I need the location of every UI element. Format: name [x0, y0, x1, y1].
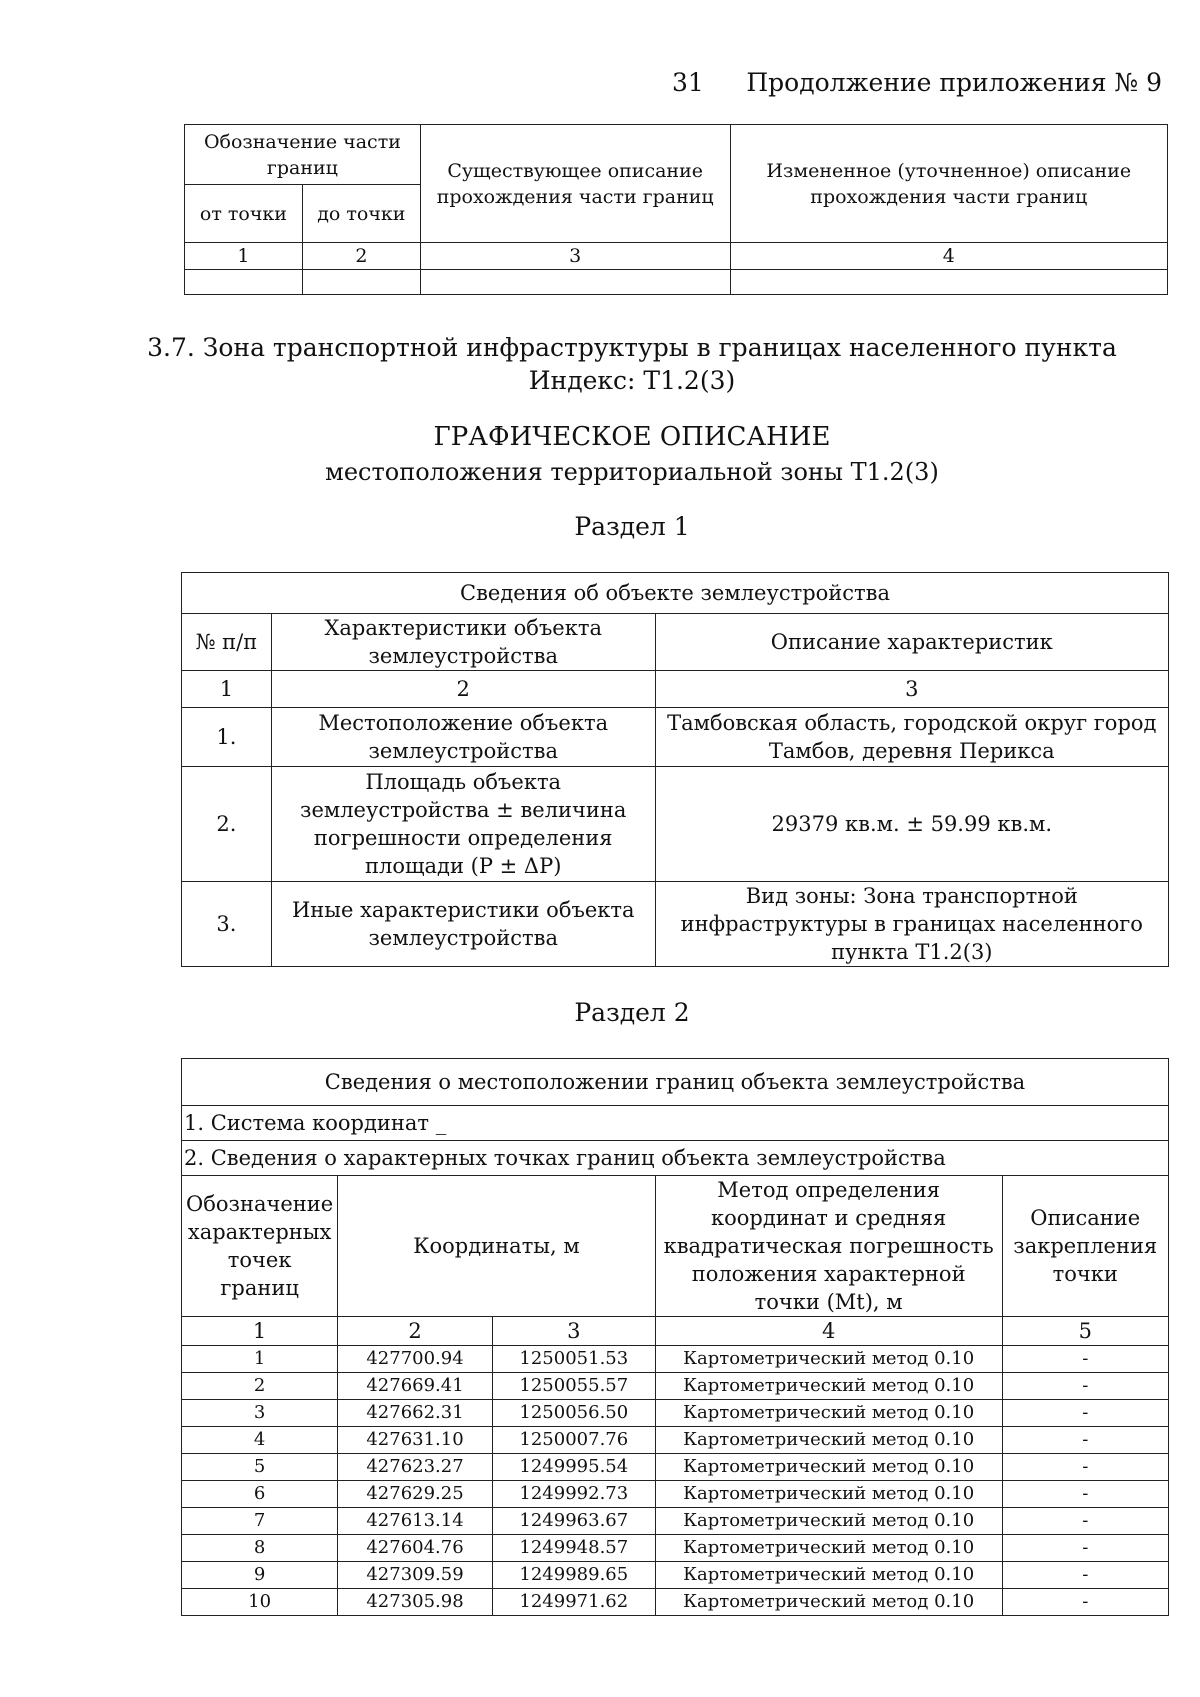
- method-cell: Картометрический метод 0.10: [655, 1508, 1002, 1535]
- characteristic-cell: Площадь объекта землеустройства ± величина погрешности определения площади (P ± ΔP): [271, 767, 655, 882]
- graphic-description-subtitle: местоположения территориальной зоны Т1.2(3): [325, 458, 939, 486]
- section-title: 3.7. Зона транспортной инфраструктуры в границах населенного пункта: [147, 333, 1117, 362]
- coordinate-system-line: 1. Система координат _: [182, 1106, 1169, 1141]
- column-number: 4: [655, 1317, 1002, 1346]
- characteristic-cell: Иные характеристики объекта землеустройства: [271, 882, 655, 967]
- fixing-cell: -: [1002, 1508, 1169, 1535]
- page-number: 31: [672, 68, 704, 97]
- y-coordinate-cell: 1250055.57: [492, 1373, 655, 1400]
- x-coordinate-cell: 427623.27: [338, 1454, 493, 1481]
- y-coordinate-cell: 1250007.76: [492, 1427, 655, 1454]
- method-cell: Картометрический метод 0.10: [655, 1589, 1002, 1616]
- description-cell: 29379 кв.м. ± 59.99 кв.м.: [655, 767, 1168, 882]
- fixing-cell: -: [1002, 1562, 1169, 1589]
- y-coordinate-cell: 1249948.57: [492, 1535, 655, 1562]
- point-number-cell: 9: [182, 1562, 338, 1589]
- razdel-1-title: Раздел 1: [574, 512, 690, 541]
- method-cell: Картометрический метод 0.10: [655, 1481, 1002, 1508]
- page-header-title: Продолжение приложения № 9: [746, 68, 1162, 97]
- col-point-designation: Обозначение характерных точек границ: [182, 1176, 338, 1317]
- table-row: [182, 1427, 1169, 1454]
- column-number: 1: [182, 671, 272, 708]
- column-number: 2: [271, 671, 655, 708]
- description-cell: Тамбовская область, городской округ город Тамбов, деревня Перикса: [655, 708, 1168, 767]
- table-row: [182, 1535, 1169, 1562]
- col-characteristics: Характеристики объекта землеустройства: [271, 614, 655, 671]
- points-info-line: 2. Сведения о характерных точках границ объекта землеустройства: [182, 1141, 1169, 1176]
- x-coordinate-cell: 427629.25: [338, 1481, 493, 1508]
- point-number-cell: 3: [182, 1400, 338, 1427]
- method-cell: Картометрический метод 0.10: [655, 1373, 1002, 1400]
- column-number: 3: [492, 1317, 655, 1346]
- point-number-cell: 1: [182, 1346, 338, 1373]
- page-header: [0, 68, 1200, 108]
- col-from-point: от точки: [185, 185, 303, 243]
- fixing-cell: -: [1002, 1535, 1169, 1562]
- fixing-cell: -: [1002, 1427, 1169, 1454]
- col-row-number: № п/п: [182, 614, 272, 671]
- y-coordinate-cell: 1250056.50: [492, 1400, 655, 1427]
- column-number: 1: [185, 243, 303, 270]
- fixing-cell: -: [1002, 1454, 1169, 1481]
- section-index: Индекс: Т1.2(3): [528, 366, 736, 395]
- y-coordinate-cell: 1249992.73: [492, 1481, 655, 1508]
- table-row: [182, 1400, 1169, 1427]
- fixing-cell: -: [1002, 1589, 1169, 1616]
- fixing-cell: -: [1002, 1373, 1169, 1400]
- x-coordinate-cell: 427669.41: [338, 1373, 493, 1400]
- point-number-cell: 6: [182, 1481, 338, 1508]
- table-row: [182, 1454, 1169, 1481]
- table-row: [182, 1589, 1169, 1616]
- y-coordinate-cell: 1249995.54: [492, 1454, 655, 1481]
- x-coordinate-cell: 427604.76: [338, 1535, 493, 1562]
- col-characteristics-description: Описание характеристик: [655, 614, 1168, 671]
- method-cell: Картометрический метод 0.10: [655, 1535, 1002, 1562]
- col-method: Метод определения координат и средняя квадратическая погрешность положения характерной точки (Mt), м: [655, 1176, 1002, 1317]
- col-fixing-description: Описание закрепления точки: [1002, 1176, 1169, 1317]
- empty-cell: [185, 270, 303, 295]
- column-number: 2: [338, 1317, 493, 1346]
- table-row: [182, 882, 1169, 967]
- column-number: 3: [420, 243, 730, 270]
- empty-cell: [730, 270, 1167, 295]
- fixing-cell: -: [1002, 1400, 1169, 1427]
- razdel-2-title: Раздел 2: [574, 998, 690, 1027]
- column-number: 1: [182, 1317, 338, 1346]
- x-coordinate-cell: 427662.31: [338, 1400, 493, 1427]
- y-coordinate-cell: 1249989.65: [492, 1562, 655, 1589]
- object-info-table: [181, 572, 1169, 967]
- column-number: 2: [302, 243, 420, 270]
- col-changed-description: Измененное (уточненное) описание прохождения части границ: [730, 125, 1167, 243]
- x-coordinate-cell: 427700.94: [338, 1346, 493, 1373]
- column-number: 5: [1002, 1317, 1169, 1346]
- x-coordinate-cell: 427305.98: [338, 1589, 493, 1616]
- table-row: [182, 708, 1169, 767]
- table-caption: Сведения о местоположении границ объекта землеустройства: [182, 1059, 1169, 1106]
- point-number-cell: 5: [182, 1454, 338, 1481]
- column-number: 3: [655, 671, 1168, 708]
- method-cell: Картометрический метод 0.10: [655, 1427, 1002, 1454]
- table-row: [182, 1562, 1169, 1589]
- point-number-cell: 7: [182, 1508, 338, 1535]
- col-coordinates: Координаты, м: [338, 1176, 656, 1317]
- column-number: 4: [730, 243, 1167, 270]
- col-existing-description: Существующее описание прохождения части границ: [420, 125, 730, 243]
- row-number: 3.: [182, 882, 272, 967]
- y-coordinate-cell: 1249963.67: [492, 1508, 655, 1535]
- fixing-cell: -: [1002, 1481, 1169, 1508]
- points-table-body: [182, 1346, 1169, 1616]
- method-cell: Картометрический метод 0.10: [655, 1454, 1002, 1481]
- table-row: [182, 1373, 1169, 1400]
- method-cell: Картометрический метод 0.10: [655, 1562, 1002, 1589]
- boundary-parts-table: [184, 124, 1168, 295]
- boundary-location-table: [181, 1058, 1169, 1616]
- row-number: 1.: [182, 708, 272, 767]
- x-coordinate-cell: 427631.10: [338, 1427, 493, 1454]
- table-row: [182, 1508, 1169, 1535]
- empty-cell: [302, 270, 420, 295]
- y-coordinate-cell: 1249971.62: [492, 1589, 655, 1616]
- x-coordinate-cell: 427309.59: [338, 1562, 493, 1589]
- point-number-cell: 4: [182, 1427, 338, 1454]
- table-row: [182, 1346, 1169, 1373]
- table-row: [182, 767, 1169, 882]
- empty-cell: [420, 270, 730, 295]
- row-number: 2.: [182, 767, 272, 882]
- y-coordinate-cell: 1250051.53: [492, 1346, 655, 1373]
- table-caption: Сведения об объекте землеустройства: [182, 573, 1169, 614]
- table-row: [182, 1481, 1169, 1508]
- col-boundary-part: Обозначение части границ: [185, 125, 421, 185]
- method-cell: Картометрический метод 0.10: [655, 1400, 1002, 1427]
- fixing-cell: -: [1002, 1346, 1169, 1373]
- point-number-cell: 10: [182, 1589, 338, 1616]
- graphic-description-title: ГРАФИЧЕСКОЕ ОПИСАНИЕ: [433, 422, 831, 452]
- point-number-cell: 8: [182, 1535, 338, 1562]
- x-coordinate-cell: 427613.14: [338, 1508, 493, 1535]
- description-cell: Вид зоны: Зона транспортной инфраструктуры в границах населенного пункта Т1.2(3): [655, 882, 1168, 967]
- col-to-point: до точки: [302, 185, 420, 243]
- point-number-cell: 2: [182, 1373, 338, 1400]
- method-cell: Картометрический метод 0.10: [655, 1346, 1002, 1373]
- characteristic-cell: Местоположение объекта землеустройства: [271, 708, 655, 767]
